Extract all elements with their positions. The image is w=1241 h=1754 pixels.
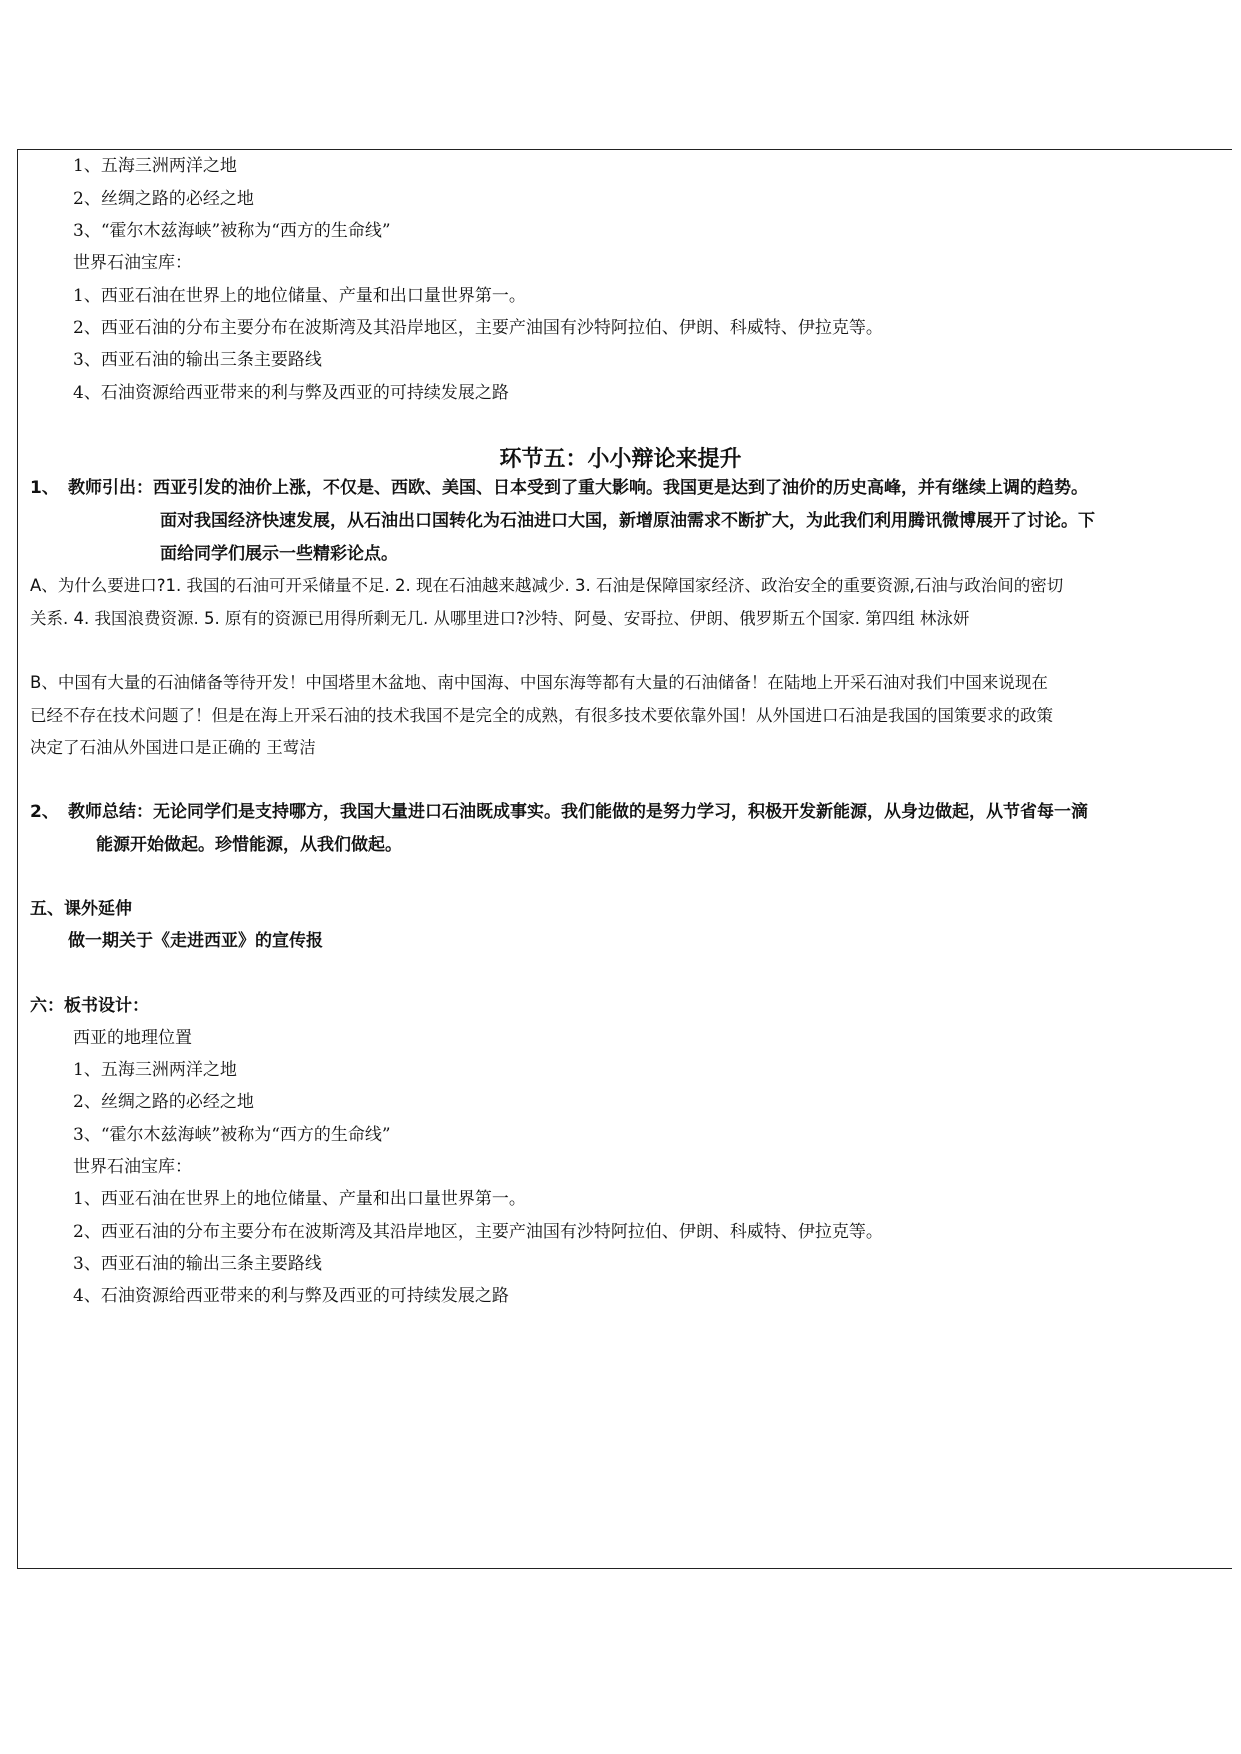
argument-a-line: A、为什么要进口?1. 我国的石油可开采储量不足. 2. 现在石油越来越减少. 3. 石油是保障国家经济、政治安全的重要资源,石油与政治间的密切: [30, 576, 1064, 595]
list-item: 3、西亚石油的输出三条主要路线: [73, 350, 322, 370]
list-item: 1、西亚石油在世界上的地位储量、产量和出口量世界第一。: [73, 286, 526, 306]
list-item: 2、丝绸之路的必经之地: [73, 1092, 254, 1112]
list-item: 4、石油资源给西亚带来的利与弊及西亚的可持续发展之路: [73, 1286, 509, 1306]
oil-heading: 世界石油宝库：: [73, 253, 192, 273]
list-item: 4、石油资源给西亚带来的利与弊及西亚的可持续发展之路: [73, 383, 509, 403]
intro-number: 1、: [30, 478, 59, 498]
list-item: 1、五海三洲两洋之地: [73, 156, 237, 176]
argument-b-line: 决定了石油从外国进口是正确的 王莺洁: [30, 738, 316, 757]
argument-b-line: B、中国有大量的石油储备等待开发！中国塔里木盆地、南中国海、中国东海等都有大量的石油储备！在陆地上开采石油对我们中国来说现在: [30, 673, 1048, 692]
section-title: 环节五：小小辩论来提升: [499, 447, 742, 472]
extension-text: 做一期关于《走进西亚》的宣传报: [68, 931, 323, 951]
intro-line: 教师引出：西亚引发的油价上涨，不仅是、西欧、美国、日本受到了重大影响。我国更是达到了油价的历史高峰，并有继续上调的趋势。: [68, 478, 1088, 498]
argument-b-line: 已经不存在技术问题了！但是在海上开采石油的技术我国不是完全的成熟，有很多技术要依靠外国！从外国进口石油是我国的国策要求的政策: [30, 706, 1053, 725]
oil-heading: 世界石油宝库：: [73, 1157, 192, 1177]
argument-a-line: 关系. 4. 我国浪费资源. 5. 原有的资源已用得所剩无几. 从哪里进口?沙特、阿曼、安哥拉、伊朗、俄罗斯五个国家. 第四组 林泳妍: [30, 609, 970, 628]
summary-number: 2、: [30, 802, 59, 822]
intro-line: 面对我国经济快速发展，从石油出口国转化为石油进口大国，新增原油需求不断扩大，为此我们利用腾讯微博展开了讨论。下: [160, 511, 1095, 531]
list-item: 3、“霍尔木兹海峡”被称为“西方的生命线”: [73, 1125, 391, 1145]
list-item: 1、五海三洲两洋之地: [73, 1060, 237, 1080]
summary-line: 能源开始做起。珍惜能源，从我们做起。: [96, 835, 402, 855]
intro-line: 面给同学们展示一些精彩论点。: [160, 544, 398, 564]
list-item: 3、“霍尔木兹海峡”被称为“西方的生命线”: [73, 221, 391, 241]
extension-heading: 五、课外延伸: [30, 899, 132, 919]
list-item: 2、丝绸之路的必经之地: [73, 189, 254, 209]
summary-line: 教师总结：无论同学们是支持哪方，我国大量进口石油既成事实。我们能做的是努力学习，积极开发新能源，从身边做起，从节省每一滴: [68, 802, 1088, 822]
list-item: 2、西亚石油的分布主要分布在波斯湾及其沿岸地区，主要产油国有沙特阿拉伯、伊朗、科威特、伊拉克等。: [73, 318, 883, 338]
list-item: 1、西亚石油在世界上的地位储量、产量和出口量世界第一。: [73, 1189, 526, 1209]
board-subheading: 西亚的地理位置: [73, 1028, 192, 1048]
list-item: 2、西亚石油的分布主要分布在波斯湾及其沿岸地区，主要产油国有沙特阿拉伯、伊朗、科威特、伊拉克等。: [73, 1222, 883, 1242]
board-heading: 六：板书设计：: [30, 996, 149, 1016]
list-item: 3、西亚石油的输出三条主要路线: [73, 1254, 322, 1274]
